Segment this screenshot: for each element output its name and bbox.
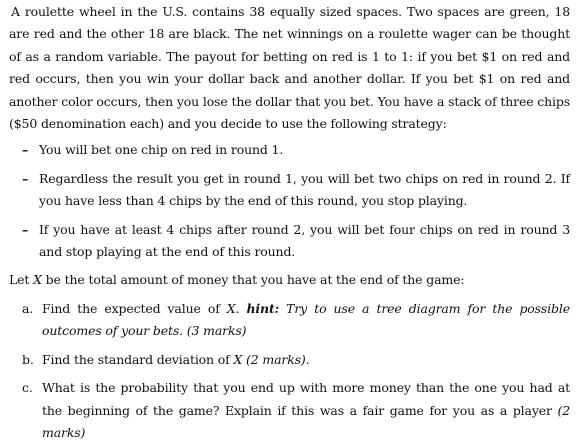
question-list: [9, 298, 570, 444]
intro-text: A roulette wheel in the U.S. contains 38 equally sized spaces. Two spaces are green, 18 are red and the other 18 are black. The net winnings on a roulette wager can be thought of as a random variable. The payout for betting on red is 1 to 1: if you bet $1 on red and red occurs, then you win your dollar back and another dollar. If you bet $1 on red and another color occurs, then you lose the dollar that you bet. You have a stack of three chips ($50 denomination each) and you decide to use the following strategy:: [9, 4, 570, 132]
question-c: [22, 377, 570, 444]
lead-text-before: Let: [9, 272, 34, 288]
punctuation: .: [235, 300, 240, 316]
math-variable: X: [33, 272, 42, 288]
math-variable: X: [233, 351, 243, 367]
question-label: a.: [22, 300, 34, 316]
math-variable: X: [226, 300, 236, 316]
bullet-dash: –: [22, 142, 29, 158]
strategy-text: If you have at least 4 chips after round 2, you will bet four chips on red in round 3 and stop playing at the end of this round.: [39, 221, 570, 260]
question-a: [22, 298, 570, 343]
bullet-dash: –: [22, 170, 29, 186]
question-label: c.: [22, 380, 33, 396]
lead-text-after: be the total amount of money that you have at the end of the game:: [41, 272, 465, 288]
strategy-text: You will bet one chip on red in round 1.: [39, 142, 284, 158]
bullet-dash: –: [22, 221, 29, 237]
marks-text: (2 marks): [242, 351, 306, 367]
strategy-item-2: [22, 168, 570, 213]
question-label: b.: [22, 351, 34, 367]
question-b: [22, 349, 570, 371]
hint-label: hint:: [246, 300, 280, 316]
marks-text: (2 marks): [42, 402, 570, 440]
lead-sentence: [9, 269, 570, 291]
question-text: Find the expected value of: [42, 300, 227, 316]
strategy-item-1: [22, 139, 570, 161]
question-text: Find the standard deviation of: [42, 351, 234, 367]
intro-paragraph: [9, 1, 570, 135]
strategy-list: [9, 139, 570, 263]
question-text: What is the probability that you end up with more money than the one you had at the beginning of the game? Explain if this was a fair game for you as a player: [42, 380, 570, 418]
strategy-item-3: [22, 219, 570, 264]
hint-text: Try to use a tree diagram for the possible outcomes of your bets. (3 marks): [42, 300, 570, 339]
strategy-text: Regardless the result you get in round 1, you will bet two chips on red in round 2. If you have less than 4 chips by the end of this round, you stop playing.: [39, 170, 570, 209]
punctuation: .: [305, 351, 310, 367]
